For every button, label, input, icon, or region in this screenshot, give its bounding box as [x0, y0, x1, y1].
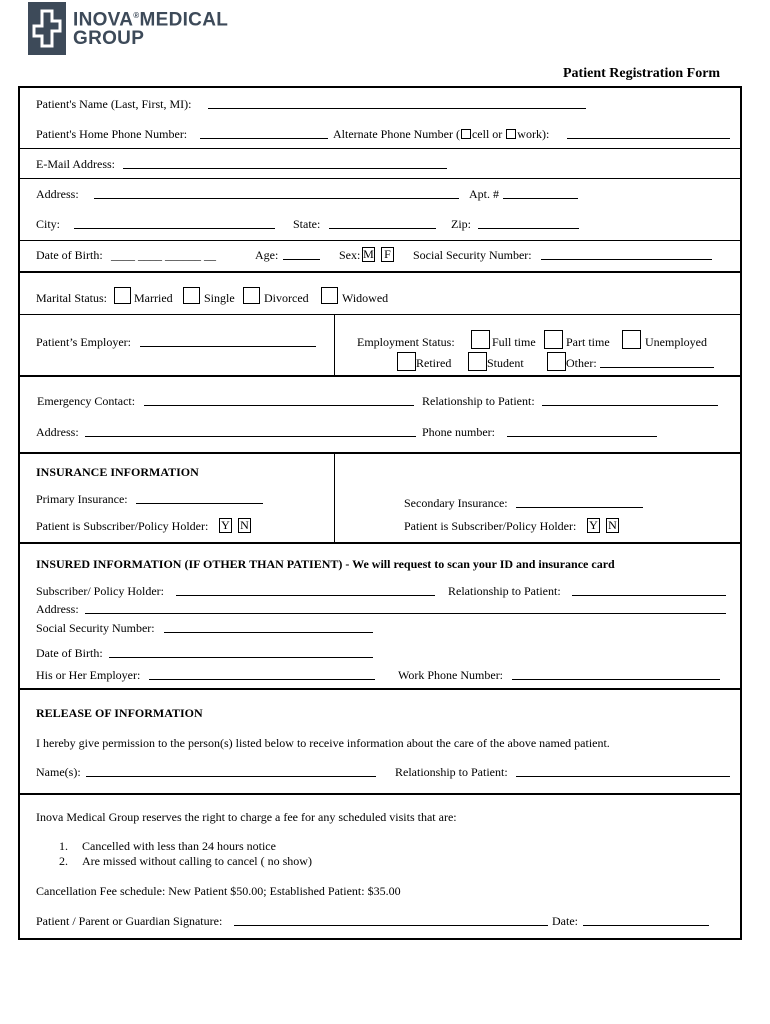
apt-label: Apt. # [469, 187, 499, 201]
divorced-checkbox[interactable] [243, 287, 260, 304]
release-relationship-field[interactable] [516, 776, 730, 777]
primary-subscriber-yes[interactable]: Y [219, 518, 232, 533]
single-label: Single [204, 291, 235, 305]
secondary-insurance-label: Secondary Insurance: [404, 496, 508, 510]
retired-checkbox[interactable] [397, 352, 416, 371]
date-label: Date: [552, 914, 578, 928]
column-divider [334, 314, 335, 375]
email-label: E-Mail Address: [36, 157, 115, 171]
student-checkbox[interactable] [468, 352, 487, 371]
divider [18, 452, 742, 454]
insured-dob-label: Date of Birth: [36, 646, 103, 660]
married-label: Married [134, 291, 173, 305]
secondary-subscriber-yes[interactable]: Y [587, 518, 600, 533]
apt-field[interactable] [503, 198, 578, 199]
divider [18, 688, 742, 690]
sex-f-box[interactable]: F [381, 247, 394, 262]
date-field[interactable] [583, 925, 709, 926]
column-divider [334, 452, 335, 542]
signature-field[interactable] [234, 925, 548, 926]
insured-address-field[interactable] [85, 613, 726, 614]
city-label: City: [36, 217, 61, 231]
married-checkbox[interactable] [114, 287, 131, 304]
emergency-contact-label: Emergency Contact: [37, 394, 136, 408]
marital-status-label: Marital Status: [36, 291, 107, 305]
secondary-subscriber-no[interactable]: N [606, 518, 619, 533]
address-label: Address: [36, 187, 79, 201]
emergency-contact-field[interactable] [144, 405, 414, 406]
insured-ssn-field[interactable] [164, 632, 373, 633]
insured-address-label: Address: [36, 602, 79, 616]
home-phone-label: Patient's Home Phone Number: [36, 127, 188, 141]
ssn-field[interactable] [541, 259, 712, 260]
other-label: Other: [566, 356, 597, 370]
zip-label: Zip: [451, 217, 471, 231]
widowed-label: Widowed [342, 291, 389, 305]
other-checkbox[interactable] [547, 352, 566, 371]
employer-label: Patient’s Employer: [36, 335, 131, 349]
student-label: Student [487, 356, 524, 370]
emergency-address-label: Address: [36, 425, 79, 439]
release-heading: RELEASE OF INFORMATION [36, 706, 203, 720]
logo-word-medical: MEDICAL [139, 9, 229, 31]
dob-field[interactable]: ____ ____ ______ __ [111, 248, 216, 262]
insured-relationship-field[interactable] [572, 595, 726, 596]
policy-item-2: Are missed without calling to cancel ( no show) [82, 854, 312, 868]
divider [18, 148, 742, 149]
insured-dob-field[interactable] [109, 657, 373, 658]
secondary-insurance-field[interactable] [516, 507, 643, 508]
dob-label: Date of Birth: [36, 248, 103, 262]
state-field[interactable] [329, 228, 436, 229]
zip-field[interactable] [478, 228, 579, 229]
insured-employer-field[interactable] [149, 679, 375, 680]
city-field[interactable] [74, 228, 275, 229]
insured-work-phone-label: Work Phone Number: [398, 668, 504, 682]
emergency-address-field[interactable] [85, 436, 416, 437]
alt-phone-work: work): [517, 127, 550, 141]
patient-name-label: Patient's Name (Last, First, MI): [36, 97, 192, 111]
form-title: Patient Registration Form [563, 66, 721, 81]
release-names-field[interactable] [86, 776, 376, 777]
home-phone-field[interactable] [200, 138, 328, 139]
divider [18, 542, 742, 544]
part-time-label: Part time [566, 335, 610, 349]
policy-item-1-number: 1. [59, 839, 68, 853]
release-statement: I hereby give permission to the person(s) listed below to receive information about the care of the above named patient. [36, 736, 610, 750]
fee-schedule: Cancellation Fee schedule: New Patient $50.00; Established Patient: $35.00 [36, 884, 401, 898]
full-time-checkbox[interactable] [471, 330, 490, 349]
email-field[interactable] [123, 168, 447, 169]
retired-label: Retired [416, 356, 452, 370]
sex-label: Sex: [339, 248, 361, 262]
primary-subscriber-label: Patient is Subscriber/Policy Holder: [36, 519, 209, 533]
divider [18, 178, 742, 179]
state-label: State: [293, 217, 321, 231]
emergency-relationship-field[interactable] [542, 405, 718, 406]
unemployed-checkbox[interactable] [622, 330, 641, 349]
divider [18, 271, 742, 273]
part-time-checkbox[interactable] [544, 330, 563, 349]
alt-phone-field[interactable] [567, 138, 730, 139]
other-field[interactable] [600, 367, 714, 368]
divider [18, 314, 742, 315]
insured-ssn-label: Social Security Number: [36, 621, 155, 635]
work-checkbox[interactable] [506, 129, 516, 139]
divider [18, 240, 742, 241]
emergency-relationship-label: Relationship to Patient: [422, 394, 535, 408]
policy-item-2-number: 2. [59, 854, 68, 868]
emergency-phone-label: Phone number: [422, 425, 495, 439]
full-time-label: Full time [492, 335, 536, 349]
release-relationship-label: Relationship to Patient: [395, 765, 508, 779]
primary-subscriber-no[interactable]: N [238, 518, 251, 533]
inova-cross-logo-icon [28, 2, 66, 55]
logo-text-line2: GROUP [73, 28, 145, 49]
employer-field[interactable] [140, 346, 316, 347]
insurance-heading: INSURANCE INFORMATION [36, 465, 199, 479]
alt-phone-label [333, 127, 549, 141]
release-names-label: Name(s): [36, 765, 81, 779]
policy-item-1: Cancelled with less than 24 hours notice [82, 839, 276, 853]
signature-label: Patient / Parent or Guardian Signature: [36, 914, 223, 928]
insured-heading: INSURED INFORMATION (IF OTHER THAN PATIENT) - We will request to scan your ID and insurance card [36, 557, 615, 571]
age-field[interactable] [283, 259, 320, 260]
logo-registered: ® [133, 11, 140, 20]
primary-insurance-field[interactable] [136, 503, 263, 504]
emergency-phone-field[interactable] [507, 436, 657, 437]
insured-subscriber-label: Subscriber/ Policy Holder: [36, 584, 164, 598]
sex-m-box[interactable]: M [363, 247, 374, 261]
insured-relationship-label: Relationship to Patient: [448, 584, 561, 598]
address-field[interactable] [94, 198, 459, 199]
divorced-label: Divorced [264, 291, 309, 305]
insured-employer-label: His or Her Employer: [36, 668, 141, 682]
primary-insurance-label: Primary Insurance: [36, 492, 128, 506]
insured-subscriber-field[interactable] [176, 595, 435, 596]
employment-status-label: Employment Status: [357, 335, 455, 349]
alt-phone-cell: cell or [471, 127, 503, 141]
patient-name-field[interactable] [208, 108, 586, 109]
policy-intro: Inova Medical Group reserves the right to charge a fee for any scheduled visits that are: [36, 810, 457, 824]
cell-checkbox[interactable] [461, 129, 471, 139]
alt-phone-prefix: Alternate Phone Number ( [333, 127, 460, 141]
ssn-label: Social Security Number: [413, 248, 532, 262]
single-checkbox[interactable] [183, 287, 200, 304]
divider [18, 375, 742, 377]
age-label: Age: [255, 248, 279, 262]
logo-word-inova: INOVA [73, 9, 134, 31]
unemployed-label: Unemployed [645, 335, 707, 349]
insured-work-phone-field[interactable] [512, 679, 720, 680]
widowed-checkbox[interactable] [321, 287, 338, 304]
secondary-subscriber-label: Patient is Subscriber/Policy Holder: [404, 519, 577, 533]
divider [18, 793, 742, 795]
